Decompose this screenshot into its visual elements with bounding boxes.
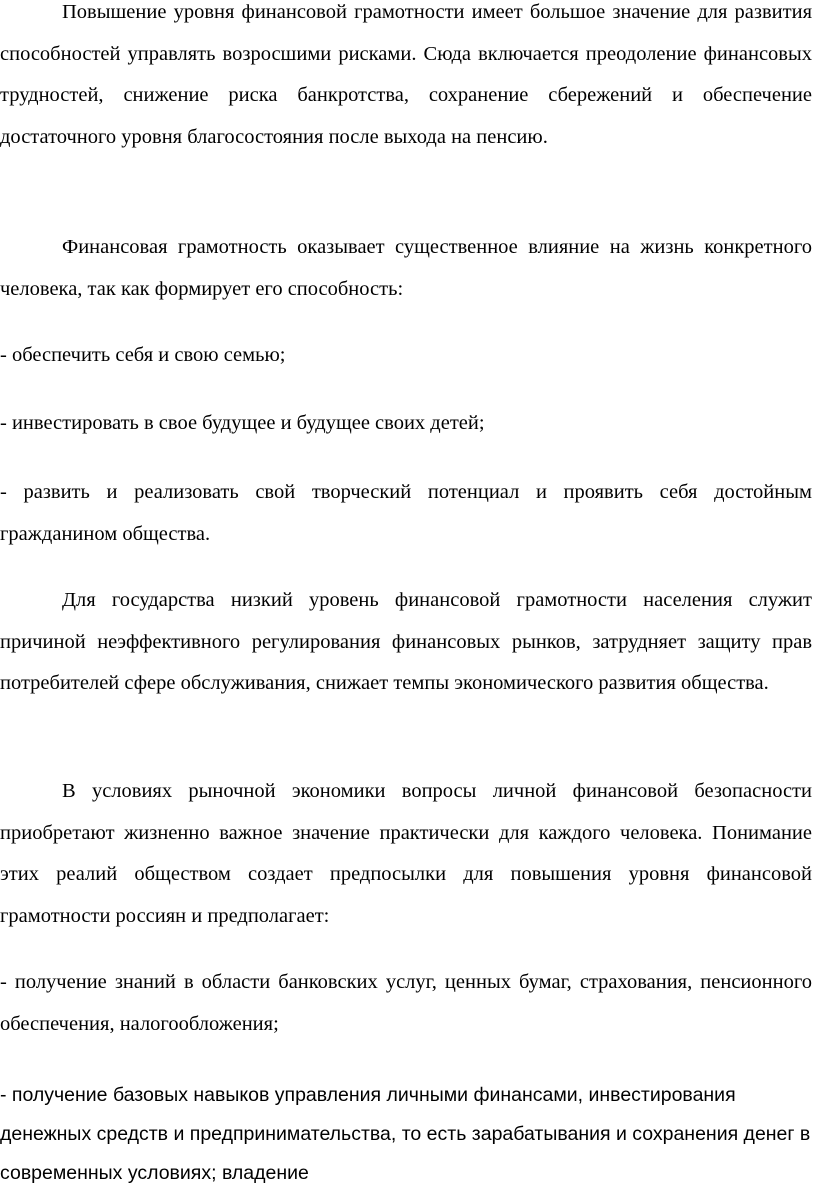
list-item-knowledge: - получение знаний в области банковских услуг, ценных бумаг, страхования, пенсионного обеспечения, налогообложения; <box>0 971 812 1035</box>
list-item-skills: - получение базовых навыков управления личными финансами, инвестирования денежных средств и предпринимательства, то есть зарабатывания и сохранения денег в современных условиях; владение <box>0 1084 811 1184</box>
list-item-invest-future: - инвестировать в свое будущее и будущее своих детей; <box>0 412 485 434</box>
paragraph-state-impact: Для государства низкий уровень финансовой грамотности населения служит причиной неэффективного регулирования финансовых рынков, затрудняет защиту прав потребителей сфере обслуживания, снижает темпы экономического развития общества. <box>0 589 812 694</box>
paragraph-financial-literacy-importance: Повышение уровня финансовой грамотности имеет большое значение для развития способностей управлять возросшими рисками. Сюда включается преодоление финансовых трудностей, снижение риска банкротства, сохранение сбережений и обеспечение достаточного уровня благосостояния после выхода на пенсию. <box>0 1 812 148</box>
list-item-develop-potential: - развить и реализовать свой творческий потенциал и проявить себя достойным гражданином общества. <box>0 481 812 545</box>
list-item-provide-family: - обеспечить себя и свою семью; <box>0 344 286 366</box>
paragraph-market-economy: В условиях рыночной экономики вопросы личной финансовой безопасности приобретают жизненно важное значение практически для каждого человека. Понимание этих реалий обществом создает предпосылки для повышения уровня финансовой грамотности россиян и предполагает: <box>0 780 812 927</box>
paragraph-personal-influence: Финансовая грамотность оказывает существенное влияние на жизнь конкретного человека, так как формирует его способность: <box>0 236 812 300</box>
